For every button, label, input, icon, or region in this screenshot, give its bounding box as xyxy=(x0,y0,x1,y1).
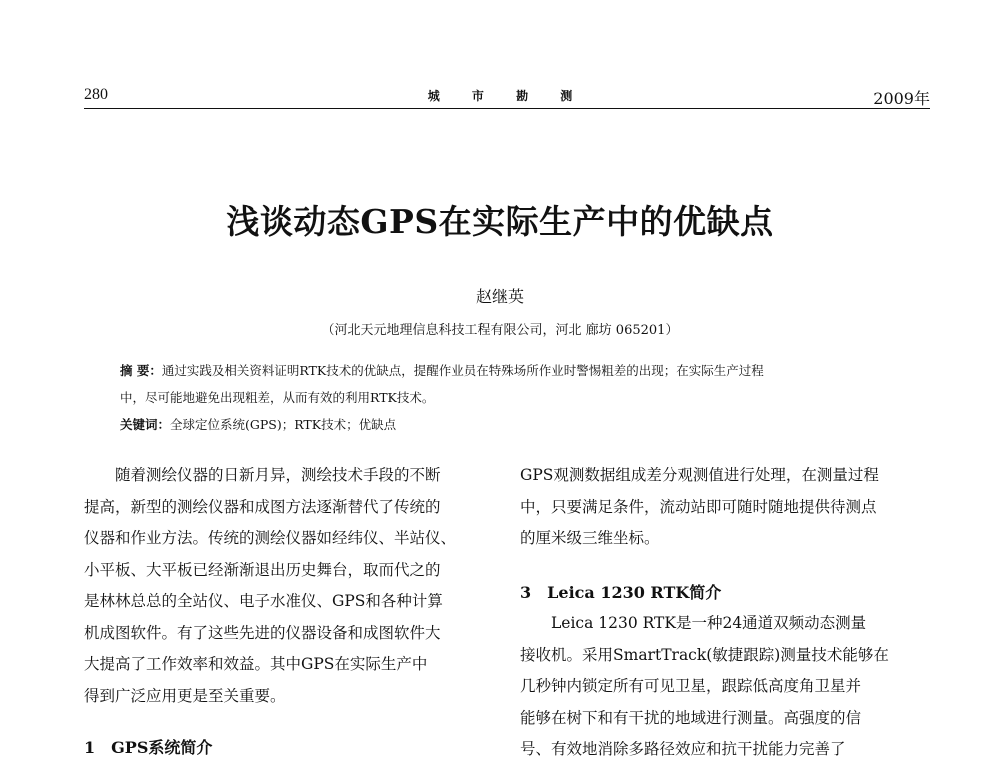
section-spacer xyxy=(84,712,500,732)
section-spacer xyxy=(520,555,932,577)
abstract-line-2: 中，尽可能地避免出现粗差，从而有效的利用RTK技术。 xyxy=(120,390,435,405)
body-line: GPS观测数据组成差分观测值进行处理，在测量过程 xyxy=(520,466,879,484)
page-number: 280 xyxy=(84,86,108,103)
body-line: 中，只要满足条件，流动站即可随时随地提供待测点 xyxy=(520,497,877,516)
abstract-line-1 xyxy=(120,357,920,384)
author-name: 赵继英 xyxy=(475,287,524,306)
section-1-heading: 1 GPS系统简介 xyxy=(84,738,213,757)
right-column xyxy=(520,460,932,766)
section-3-heading: 3 Leica 1230 RTK简介 xyxy=(520,582,722,602)
abstract-block xyxy=(120,357,920,438)
journal-name: 城 市 勘 测 xyxy=(427,89,587,103)
intro-line: 仪器和作业方法。传统的测绘仪器如经纬仪、半站仪、 xyxy=(84,529,457,547)
intro-line: 随着测绘仪器的日新月异，测绘技术手段的不断 xyxy=(115,466,441,484)
keywords-label: 关键词： xyxy=(120,417,171,432)
keywords-line xyxy=(120,411,920,438)
body-line: 几秒钟内锁定所有可见卫星，跟踪低高度角卫星并 xyxy=(520,677,862,695)
left-column xyxy=(84,460,500,764)
keywords-text: 全球定位系统(GPS)；RTK技术；优缺点 xyxy=(170,417,397,432)
body-line: 接收机。采用SmartTrack(敏捷跟踪)测量技术能够在 xyxy=(520,645,889,664)
intro-line: 是林林总总的全站仪、电子水准仪、GPS和各种计算 xyxy=(84,592,443,610)
issue-year: 2009年 xyxy=(873,89,930,108)
body-line: Leica 1230 RTK是一种24通道双频动态测量 xyxy=(551,614,867,632)
abstract-text-1: 通过实践及相关资料证明RTK技术的优缺点，提醒作业员在特殊场所作业时警惕粗差的出现；在实际生产过程 xyxy=(161,363,764,378)
body-line: 能够在树下和有干扰的地域进行测量。高强度的信 xyxy=(520,708,862,727)
intro-line: 提高，新型的测绘仪器和成图方法逐渐替代了传统的 xyxy=(84,497,441,516)
author-affiliation: （河北天元地理信息科技工程有限公司，河北 廊坊 065201） xyxy=(321,323,679,338)
intro-line: 机成图软件。有了这些先进的仪器设备和成图软件大 xyxy=(84,623,441,642)
body-line: 号、有效地消除多路径效应和抗干扰能力完善了 xyxy=(520,740,846,758)
intro-line: 大提高了工作效率和效益。其中GPS在实际生产中 xyxy=(84,655,428,673)
body-line: 的厘米级三维坐标。 xyxy=(520,529,660,547)
running-header xyxy=(84,86,930,109)
intro-line: 小平板、大平板已经渐渐退出历史舞台，取而代之的 xyxy=(84,560,441,579)
intro-line: 得到广泛应用更是至关重要。 xyxy=(84,686,286,705)
abstract-label: 摘 要： xyxy=(120,363,162,378)
article-title: 浅谈动态GPS在实际生产中的优缺点 xyxy=(226,202,774,241)
